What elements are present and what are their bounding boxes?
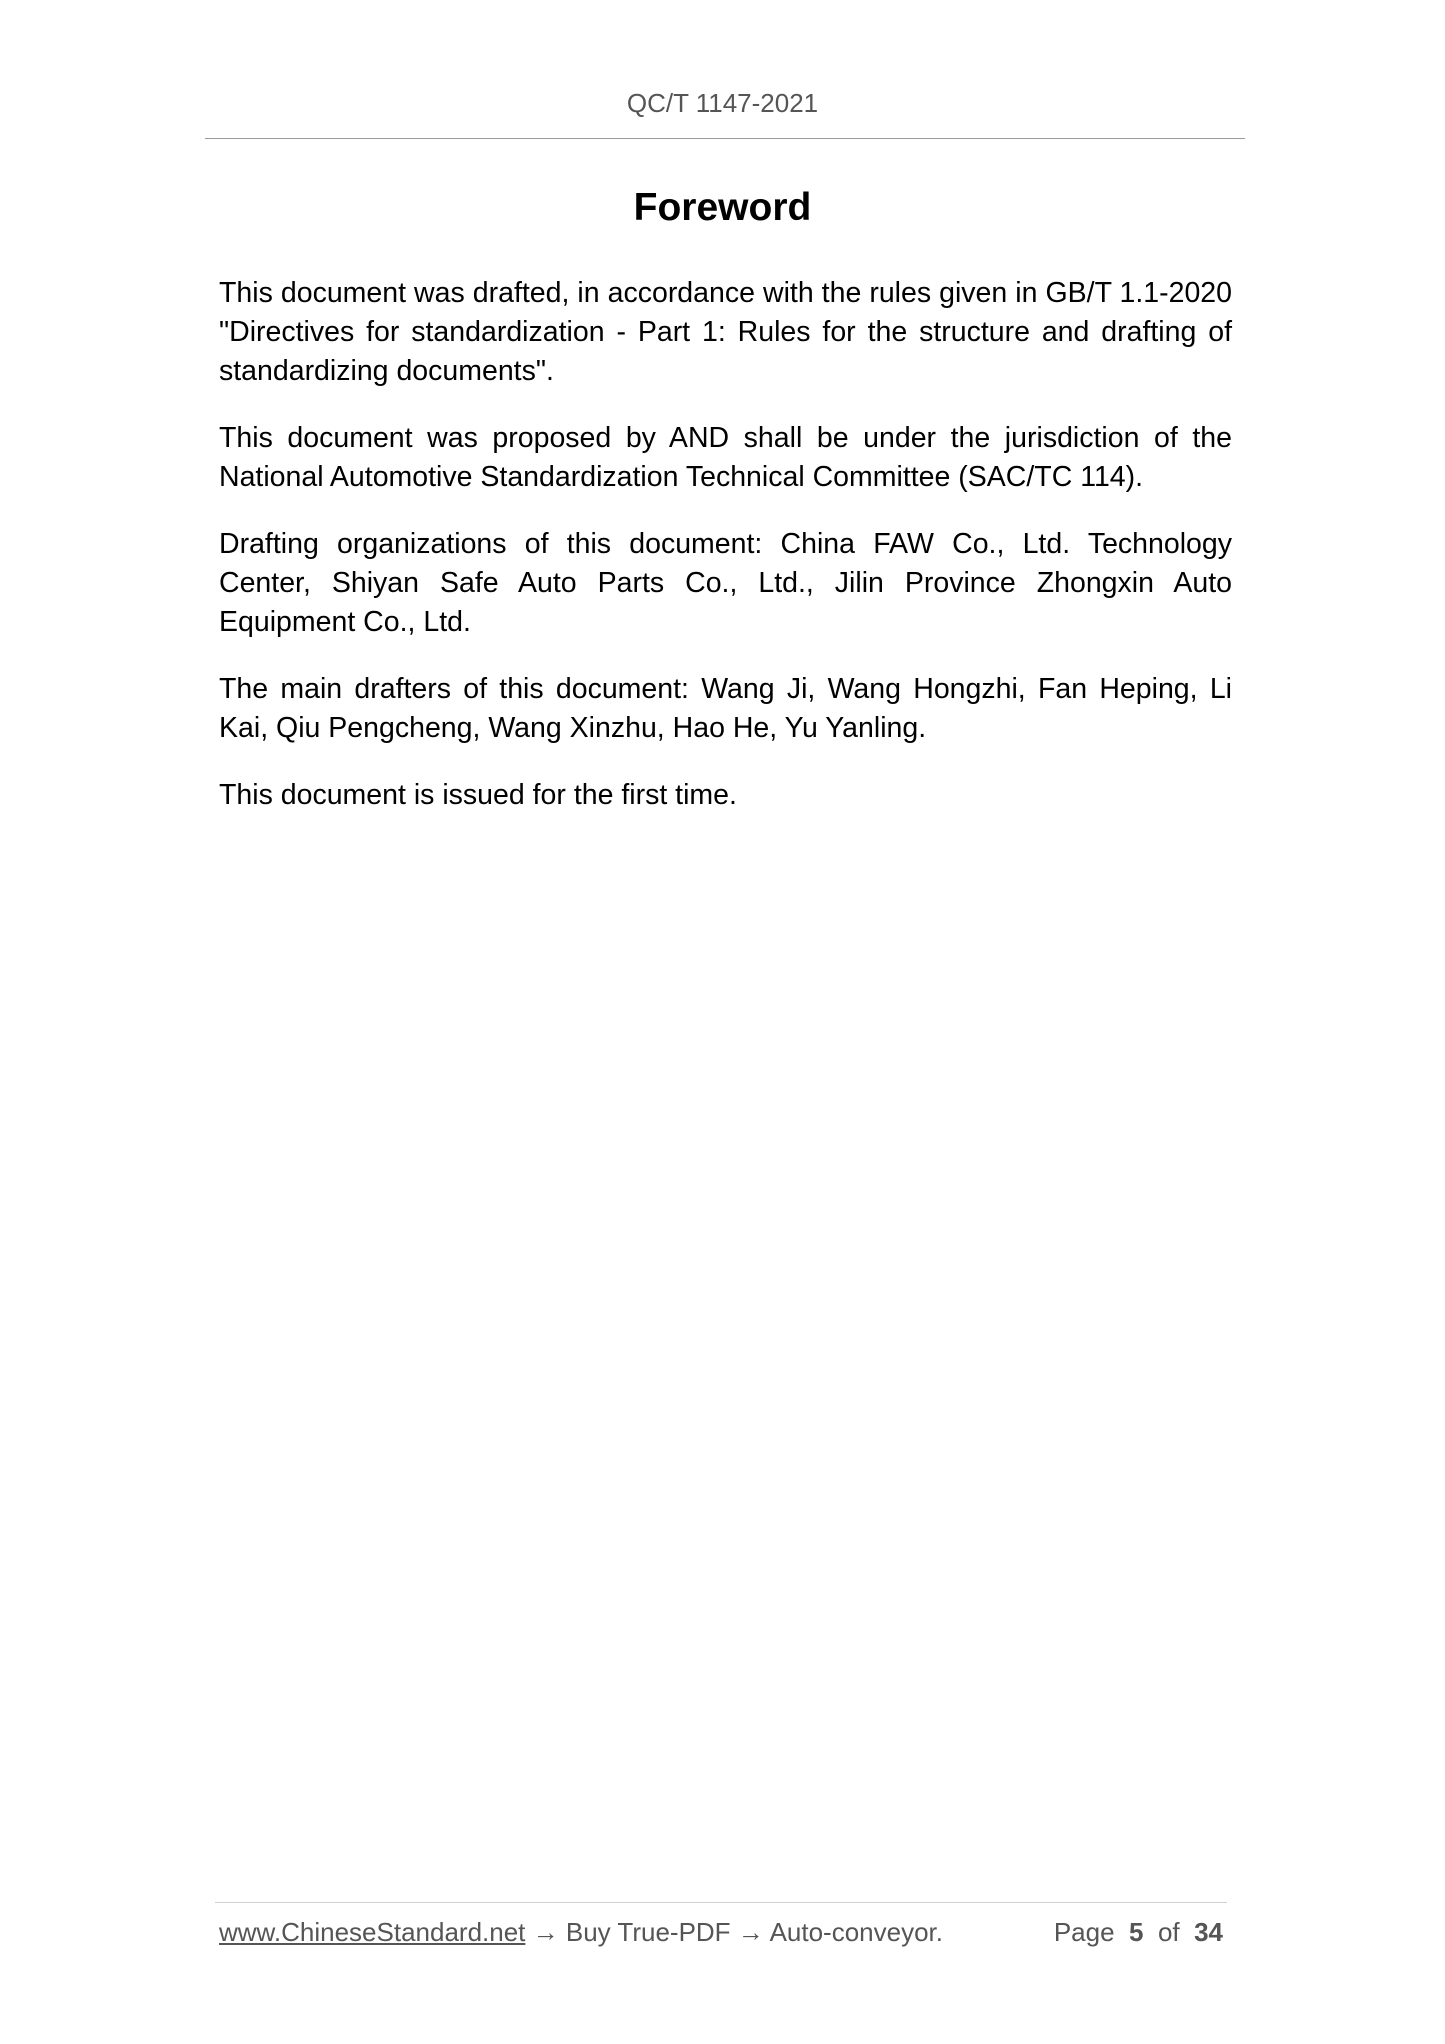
paragraph-main-drafters: The main drafters of this document: Wang Ji, Wang Hongzhi, Fan Heping, Li Kai, Qiu Pengcheng, Wang Xinzhu, Hao He, Yu Yanling.	[219, 673, 1232, 744]
document-code: QC/T 1147-2021	[626, 88, 819, 118]
paragraph-jurisdiction: This document was proposed by AND shall be under the jurisdiction of the National Automotive Standardization Technical Committee (SAC/TC 114).	[219, 422, 1232, 493]
paragraph-issue-note: This document is issued for the first time.	[219, 779, 737, 811]
footer-nav-text: → Buy True-PDF → Auto-conveyor.	[525, 1917, 944, 1947]
page-label: Page	[1053, 1917, 1115, 1947]
paragraph-drafting-organizations: Drafting organizations of this document: China FAW Co., Ltd. Technology Center, Shiyan Safe Auto Parts Co., Ltd., Jilin Province Zhongxin Auto Equipment Co., Ltd.	[219, 528, 1232, 638]
header-divider	[205, 138, 1245, 139]
page-footer	[219, 1917, 1229, 1953]
footer-divider	[215, 1902, 1227, 1903]
of-label: of	[1157, 1917, 1180, 1947]
page-total: 34	[1194, 1917, 1223, 1947]
paragraph-drafting-rules: This document was drafted, in accordance with the rules given in GB/T 1.1-2020 "Directives for standardization - Part 1: Rules for the structure and drafting of standardizing documents".	[219, 277, 1232, 387]
page-indicator	[1054, 1917, 1223, 1948]
page-title: Foreword	[633, 186, 812, 229]
foreword-body	[219, 274, 1232, 843]
footer-links	[219, 1917, 943, 1948]
chinesestandard-link[interactable]: www.ChineseStandard.net	[219, 1917, 526, 1947]
page-number: 5	[1129, 1917, 1144, 1947]
